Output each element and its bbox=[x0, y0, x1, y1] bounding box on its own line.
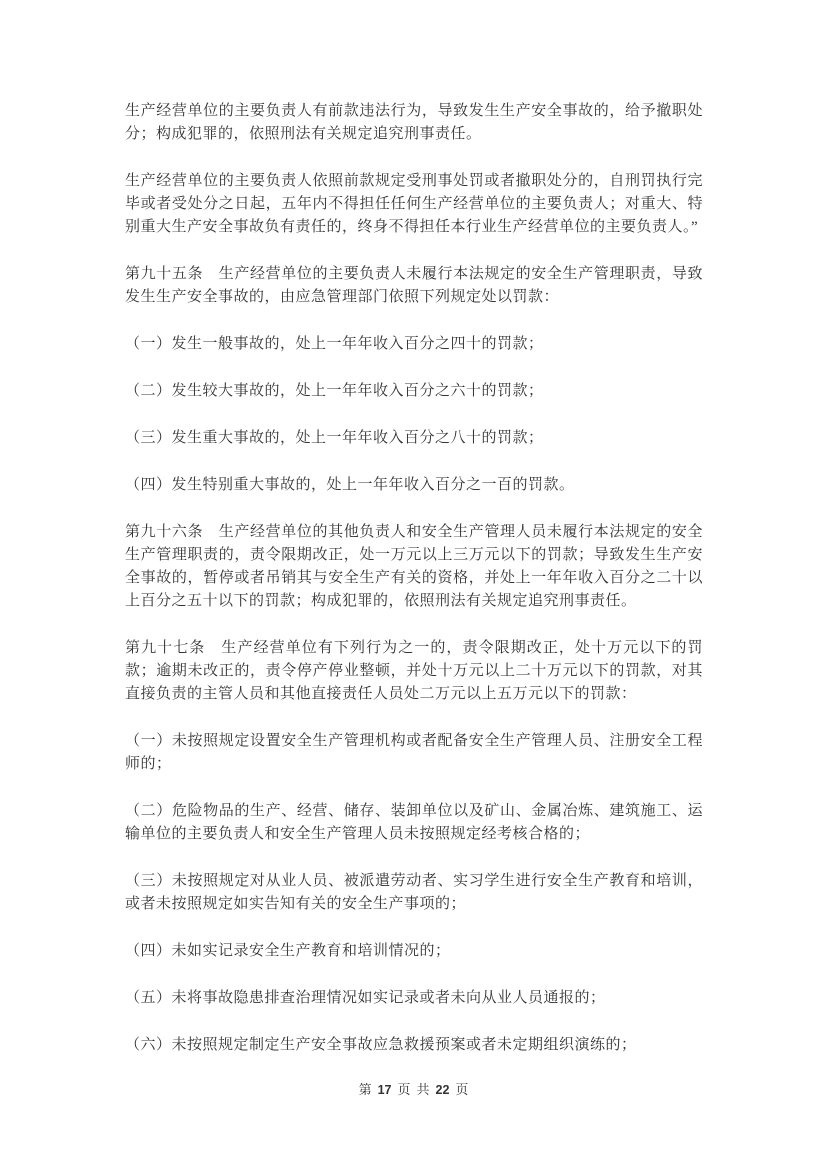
paragraph-continuation-1: 生产经营单位的主要负责人有前款违法行为，导致发生生产安全事故的，给予撤职处分；构成犯罪的，依照刑法有关规定追究刑事责任。 bbox=[125, 103, 703, 142]
list-item-97-2: （二）危险物品的生产、经营、储存、装卸单位以及矿山、金属冶炼、建筑施工、运输单位的主要负责人和安全生产管理人员未按照规定经考核合格的； bbox=[125, 803, 703, 842]
list-item-97-4: （四）未如实记录安全生产教育和培训情况的； bbox=[125, 943, 451, 959]
footer-current-page-number: 17 bbox=[377, 1083, 392, 1097]
list-item-97-3: （三）未按照规定对从业人员、被派遣劳动者、实习学生进行安全生产教育和培训，或者未按照规定如实告知有关的安全生产事项的； bbox=[125, 873, 703, 912]
list-item-97-1: （一）未按照规定设置安全生产管理机构或者配备安全生产管理人员、注册安全工程师的； bbox=[125, 733, 703, 772]
footer-label-ye: 页 bbox=[397, 1082, 411, 1097]
footer-total-pages-number: 22 bbox=[435, 1083, 450, 1097]
list-item-97-6: （六）未按照规定制定生产安全事故应急救援预案或者未定期组织演练的； bbox=[125, 1037, 637, 1053]
list-item-95-2: （二）发生较大事故的，处上一年年收入百分之六十的罚款； bbox=[125, 383, 544, 399]
paragraph-article-95: 第九十五条 生产经营单位的主要负责人未履行本法规定的安全生产管理职责，导致发生生产安全事故的，由应急管理部门依照下列规定处以罚款： bbox=[125, 266, 703, 305]
document-text-block bbox=[125, 100, 703, 1057]
footer-label-gong: 共 bbox=[416, 1082, 430, 1097]
paragraph-continuation-2: 生产经营单位的主要负责人依照前款规定受刑事处罚或者撤职处分的，自刑罚执行完毕或者受处分之日起，五年内不得担任任何生产经营单位的主要负责人；对重大、特别重大生产安全事故负有责任的，终身不得担任本行业生产经营单位的主要负责人。” bbox=[125, 173, 703, 235]
list-item-95-3: （三）发生重大事故的，处上一年年收入百分之八十的罚款； bbox=[125, 430, 544, 446]
footer-label-di: 第 bbox=[358, 1082, 372, 1097]
paragraph-article-96: 第九十六条 生产经营单位的其他负责人和安全生产管理人员未履行本法规定的安全生产管理职责的，责令限期改正，处一万元以上三万元以下的罚款；导致发生生产安全事故的，暂停或者吊销其与安全生产有关的资格，并处上一年年收入百分之二十以上百分之五十以下的罚款；构成犯罪的，依照刑法有关规定追究刑事责任。 bbox=[125, 524, 703, 609]
list-item-97-5: （五）未将事故隐患排查治理情况如实记录或者未向从业人员通报的； bbox=[125, 990, 606, 1006]
page-footer bbox=[0, 1081, 827, 1099]
footer-label-ye-2: 页 bbox=[455, 1082, 469, 1097]
paragraph-article-97: 第九十七条 生产经营单位有下列行为之一的，责令限期改正，处十万元以下的罚款；逾期未改正的，责令停产停业整顿，并处十万元以上二十万元以下的罚款，对其直接负责的主管人员和其他直接责任人员处二万元以上五万元以下的罚款： bbox=[125, 640, 703, 702]
list-item-95-4: （四）发生特别重大事故的，处上一年年收入百分之一百的罚款。 bbox=[125, 477, 575, 493]
list-item-95-1: （一）发生一般事故的，处上一年年收入百分之四十的罚款； bbox=[125, 336, 544, 352]
